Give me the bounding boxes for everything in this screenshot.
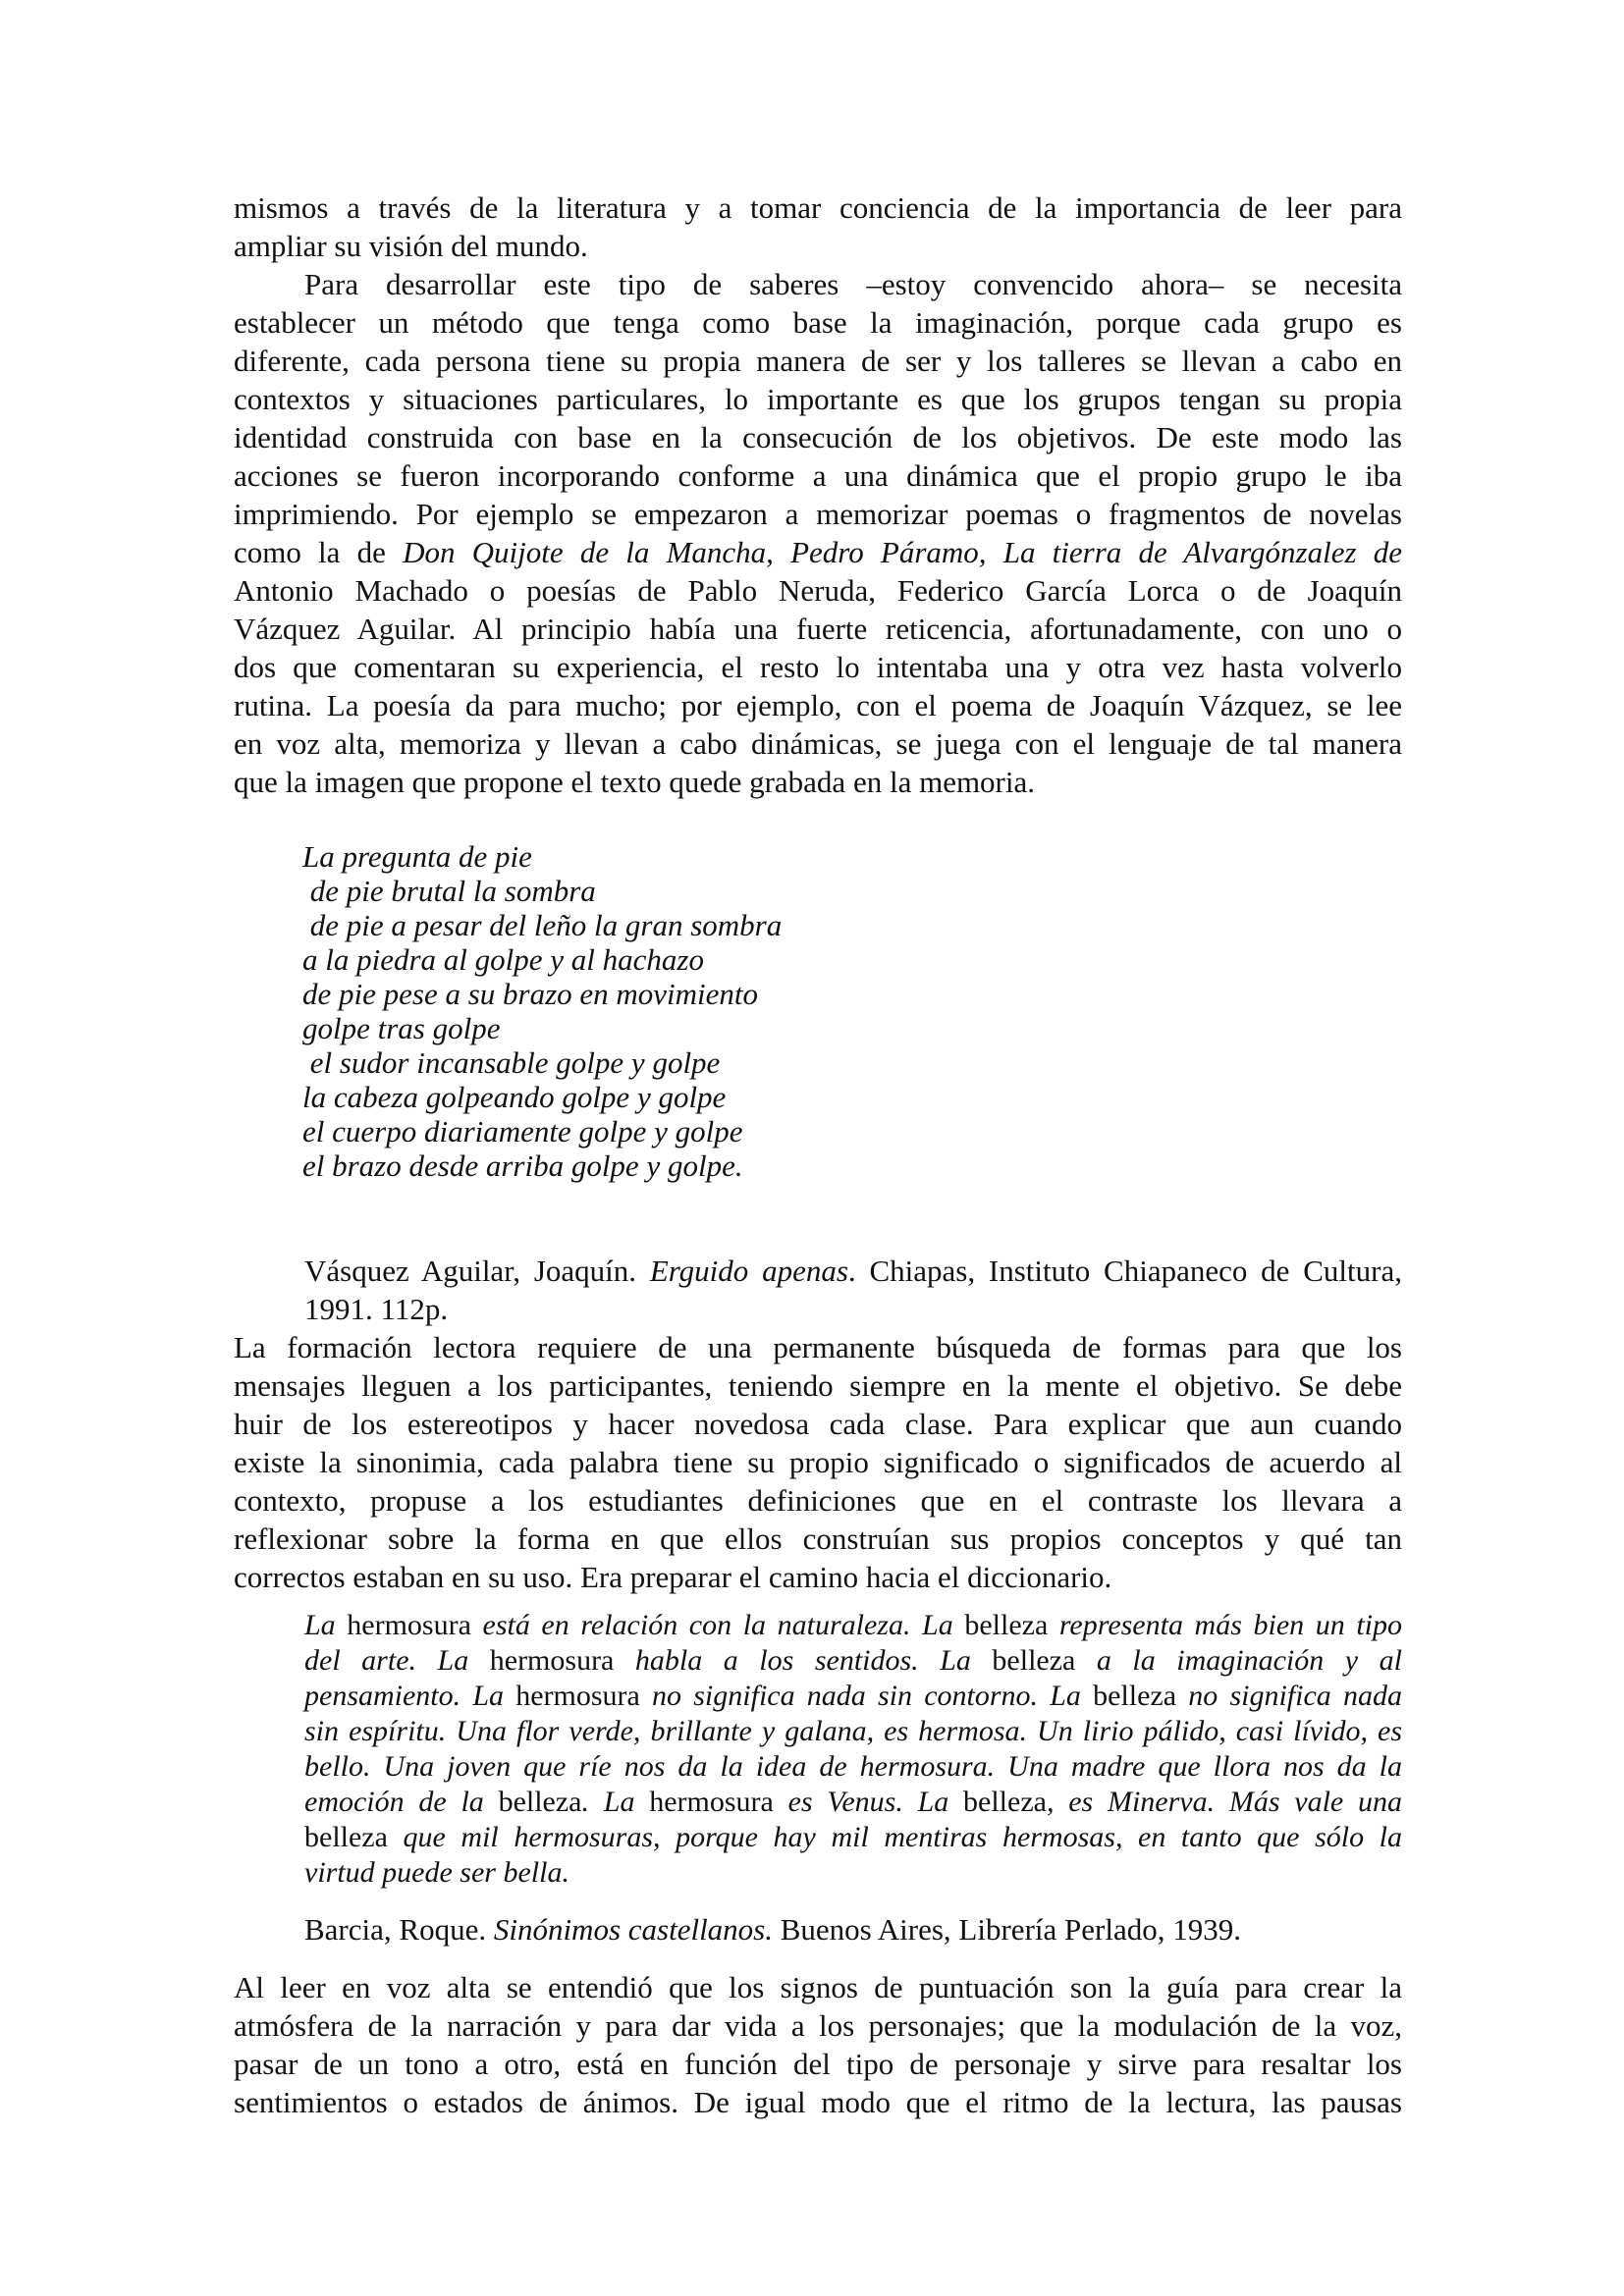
definition-quote: [234, 1608, 1402, 1891]
citation-line: [234, 1252, 1402, 1290]
quote-run: está en relación con la naturaleza. La: [470, 1609, 965, 1641]
text-line: dos que comentaran su experiencia, el resto lo intentaba una y otra vez hasta volverlo: [234, 650, 1402, 684]
quote-keyword: hermosura: [347, 1609, 471, 1641]
citation-publisher: . Chiapas, Instituto Chiapaneco de Cultura,: [847, 1254, 1402, 1288]
text-line: Antonio Machado o poesías de Pablo Neruda, Federico García Lorca o de Joaquín: [234, 573, 1402, 608]
paragraph-2: [234, 265, 1402, 801]
text-line: acciones se fueron incorporando conforme a una dinámica que el propio grupo le iba: [234, 458, 1402, 493]
poem-line: de pie pese a su brazo en movimiento: [302, 977, 759, 1011]
poem-line: de pie a pesar del leño la gran sombra: [302, 908, 783, 942]
quote-keyword: belleza: [304, 1821, 388, 1853]
paragraph-4: [234, 1968, 1402, 2121]
poem-citation: [234, 1252, 1402, 1328]
citation-author: Vásquez Aguilar, Joaquín.: [304, 1254, 650, 1288]
text-line: correctos estaban en su uso. Era preparar el camino hacia el diccionario.: [234, 1560, 1112, 1594]
quote-line: bello. Una joven que ríe nos da la idea de hermosura. Una madre que llora nos da la: [304, 1750, 1402, 1783]
quote-run: es Venus. La: [773, 1786, 964, 1818]
text-line: contextos y situaciones particulares, lo importante es que los grupos tengan su propia: [234, 382, 1402, 416]
text-line: atmósfera de la narración y para dar vida a los personajes; que la modulación de la voz,: [234, 2008, 1402, 2043]
quote-run: no significa nada: [1176, 1680, 1402, 1712]
text-line: identidad construida con base en la consecución de los objetivos. De este modo las: [234, 420, 1402, 454]
poem-line: la cabeza golpeando golpe y golpe: [302, 1080, 727, 1114]
text-line: Para desarrollar este tipo de saberes –estoy convencido ahora– se necesita: [304, 267, 1402, 301]
text-line: ampliar su visión del mundo.: [234, 229, 588, 263]
quote-line: [304, 1679, 1402, 1714]
text-line: Vázquez Aguilar. Al principio había una fuerte reticencia, afortunadamente, con uno o: [234, 612, 1402, 646]
quote-run: que mil hermosuras, porque hay mil mentiras hermosas, en tanto que sólo la: [387, 1821, 1402, 1853]
poem-line: de pie brutal la sombra: [302, 874, 596, 908]
quote-keyword: hermosura: [515, 1680, 640, 1712]
citation-title: Sinónimos castellanos.: [493, 1912, 773, 1947]
quote-keyword: hermosura: [649, 1786, 774, 1818]
text-line: en voz alta, memoriza y llevan a cabo dinámicas, se juega con el lenguaje de tal manera: [234, 726, 1402, 761]
poem-line: a la piedra al golpe y al hachazo: [302, 942, 704, 977]
quote-run: , es Minerva. Más vale una: [1046, 1786, 1403, 1818]
text-line: reflexionar sobre la forma en que ellos construían sus propios conceptos y qué tan: [234, 1522, 1402, 1556]
document-page: [234, 188, 1402, 2121]
citation-line: 1991. 112p.: [304, 1292, 449, 1326]
text-line: establecer un método que tenga como base la imaginación, porque cada grupo es: [234, 305, 1402, 340]
quote-run: habla a los sentidos. La: [614, 1644, 993, 1677]
citation-publisher: Buenos Aires, Librería Perlado, 1939.: [773, 1912, 1241, 1947]
quote-keyword: belleza: [498, 1786, 582, 1818]
quote-run: a la imaginación y al: [1075, 1644, 1402, 1677]
text-line: Al leer en voz alta se entendió que los signos de puntuación son la guía para crear la: [234, 1970, 1402, 2004]
poem-line: golpe tras golpe: [302, 1011, 501, 1045]
text-line: diferente, cada persona tiene su propia manera de ser y los talleres se llevan a cabo en: [234, 344, 1402, 378]
quote-line: [304, 1820, 1402, 1855]
quote-keyword: belleza: [1093, 1680, 1177, 1712]
quote-citation: [234, 1910, 1402, 1949]
quote-run: del arte. La: [304, 1644, 490, 1677]
quote-run: emoción de la: [304, 1786, 499, 1818]
text-line: mismos a través de la literatura y a tomar conciencia de la importancia de leer para: [234, 190, 1402, 225]
citation-title: Erguido apenas: [649, 1254, 848, 1288]
text-line: existe la sinonimia, cada palabra tiene su propio significado o significados de acuerdo al: [234, 1445, 1402, 1479]
book-titles: Don Quijote de la Mancha, Pedro Páramo, La tierra de Alvargónzalez de: [403, 535, 1402, 569]
paragraph-3: [234, 1328, 1402, 1596]
quote-run: pensamiento. La: [304, 1680, 516, 1712]
text-line: huir de los estereotipos y hacer novedosa cada clase. Para explicar que aun cuando: [234, 1407, 1402, 1441]
text-line: mensajes lleguen a los participantes, teniendo siempre en la mente el objetivo. Se debe: [234, 1368, 1402, 1403]
quote-run: no significa nada sin contorno. La: [639, 1680, 1094, 1712]
text-line: La formación lectora requiere de una permanente búsqueda de formas para que los: [234, 1330, 1402, 1364]
quote-keyword: belleza: [963, 1786, 1047, 1818]
quote-keyword: hermosura: [489, 1644, 615, 1677]
text-line: [234, 533, 1402, 571]
text-line: que la imagen que propone el texto quede grabada en la memoria.: [234, 765, 1036, 799]
quote-line: [304, 1643, 1402, 1679]
text-line: sentimientos o estados de ánimos. De igual modo que el ritmo de la lectura, las pausas: [234, 2085, 1402, 2119]
quote-line: [304, 1608, 1402, 1643]
quote-run: La: [304, 1609, 348, 1641]
text-line: contexto, propuse a los estudiantes definiciones que en el contraste los llevara a: [234, 1483, 1402, 1518]
quote-line: sin espíritu. Una flor verde, brillante y galana, es hermosa. Un lirio pálido, casi lívido, es: [304, 1715, 1402, 1747]
quote-keyword: belleza: [964, 1609, 1049, 1641]
text-line: imprimiendo. Por ejemplo se empezaron a memorizar poemas o fragmentos de novelas: [234, 497, 1402, 531]
poem-line: el sudor incansable golpe y golpe: [302, 1045, 721, 1080]
paragraph-1: [234, 188, 1402, 265]
citation-author: Barcia, Roque.: [304, 1912, 494, 1947]
poem-line: el cuerpo diariamente golpe y golpe: [302, 1114, 743, 1148]
quote-line: virtud puede ser bella.: [304, 1856, 569, 1889]
quote-keyword: belleza: [992, 1644, 1076, 1677]
poem-line: el brazo desde arriba golpe y golpe.: [302, 1148, 743, 1183]
quote-run: . La: [581, 1786, 650, 1818]
text-line: pasar de un tono a otro, está en función del tipo de personaje y sirve para resaltar los: [234, 2047, 1402, 2081]
text-line: rutina. La poesía da para mucho; por ejemplo, con el poema de Joaquín Vázquez, se lee: [234, 688, 1402, 722]
poem-excerpt: [302, 839, 1402, 1183]
text-run: como la de: [234, 535, 404, 569]
poem-line: La pregunta de pie: [302, 839, 532, 874]
quote-run: representa más bien un tipo: [1048, 1609, 1402, 1641]
quote-line: [304, 1785, 1402, 1820]
